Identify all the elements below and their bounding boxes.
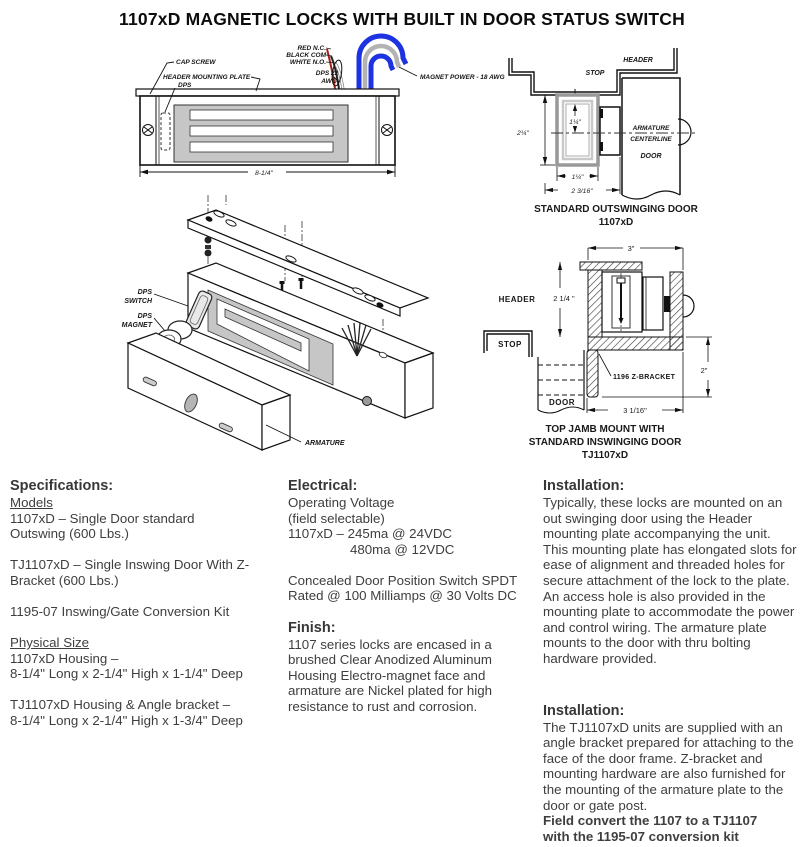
label-door: DOOR [640,153,662,160]
size-1-line-2: 8-1/4" Long x 2-1/4" High x 1-1/4" Deep [10,666,243,682]
electrical-column [288,478,538,715]
dim-bracket-height: 2" [700,366,708,375]
physical-size-heading: Physical Size [10,635,90,651]
lock-housing-front [136,89,399,165]
jamb-caption-3: TJ1107xD [581,450,629,461]
dim-header-height: 2 1/4 " [553,294,575,303]
label-dps-magnet-1: DPS [137,313,152,320]
label-armature-centerline-1: ARMATURE [632,125,670,132]
lock-box [602,272,642,332]
electrical-heading: Electrical: [288,478,358,494]
label-dps-awg-1: DPS 22 [315,70,339,77]
dim-total-depth: 2 3/16" [571,188,593,195]
model-3: 1195-07 Inswing/Gate Conversion Kit [10,603,230,619]
label-cap-screw: CAP SCREW [176,59,216,66]
label-red-nc: RED N.C. [297,45,326,52]
dim-width: 3" [627,244,635,253]
models-heading: Models [10,495,53,510]
dim-housing-depth: 1¼" [571,174,584,181]
size-1-line-1: 1107xD Housing – [10,650,119,666]
label-black-com: BLACK COM [286,52,326,59]
label-header-mounting-plate: HEADER MOUNTING PLATE [163,74,251,81]
outswing-caption-2: 1107xD [598,217,634,228]
label-white-no: WHITE N.O. [289,59,326,66]
electrical-line-2: (field selectable) [288,510,385,526]
label-dps-awg-2: AWG [321,78,337,85]
front-view-diagram [130,35,510,185]
page-title: 1107xD MAGNETIC LOCKS WITH BUILT IN DOOR STATUS SWITCH [119,9,685,29]
label-dps-switch-1: DPS [137,289,152,296]
model-2-line-2: Bracket (600 Lbs.) [10,572,119,588]
magnet-power-wires [359,36,406,89]
dim-bracket-depth: 3 1/16" [623,406,647,415]
electrical-line-6: Rated @ 100 Milliamps @ 30 Volts DC [288,588,517,604]
finish-body: 1107 series locks are encased in a brushed Clear Anodized Aluminum Housing Electro-magnet face and armature are Nickel plated for high resistance to rust and corrosion. [288,636,493,714]
size-2-line-2: 8-1/4" Long x 2-1/4" High x 1-3/4" Deep [10,712,243,728]
installation-1-body: Typically, these locks are mounted on an out swinging door using the Header mounting plate accompanying the unit. This mounting plate has elongated slots for ease of alignment and threaded holes for secure attachment of the lock to the plate. An access hole is also provided in the mounting plate to accommodate the power and control wiring. The armature plate mounts to the door with thru bolting hardware provided. [543,495,797,666]
installation-1-heading: Installation: [543,478,625,494]
label-jamb-door: DOOR [549,398,575,407]
outswing-section-diagram [505,45,801,235]
z-bracket-hatched [587,337,683,397]
lock-section [557,95,598,165]
jamb-caption-2: STANDARD INSWINGING DOOR [528,437,682,448]
exploded-view-diagram [95,195,485,480]
electrical-line-3: 1107xD – 245ma @ 24VDC [288,526,453,542]
dim-magnet-height: 1¼" [569,119,581,126]
label-armature-centerline-2: CENTERLINE [630,136,672,143]
label-dps-magnet-2: MAGNET [121,322,152,329]
dim-length-label: 8-1/4" [255,170,273,177]
label-jamb-stop: STOP [498,340,522,349]
label-armature: ARMATURE [305,440,345,447]
model-2-line-1: TJ1107xD – Single Inswing Door With Z- [10,557,250,573]
electrical-line-1: Operating Voltage [288,495,395,510]
armature-box [643,277,670,330]
installation-column [543,478,799,844]
jamb-caption-1: TOP JAMB MOUNT WITH [545,424,665,435]
label-jamb-header: HEADER [498,295,536,304]
label-magnet-power: MAGNET POWER - 18 AWG [420,74,505,81]
label-z-bracket: 1196 Z-BRACKET [613,374,676,381]
outswing-caption-1: STANDARD OUTSWINGING DOOR [534,204,698,215]
label-stop: STOP [585,70,605,77]
label-header: HEADER [623,57,653,64]
finish-heading: Finish: [288,619,336,636]
field-convert-note-2: with the 1195-07 conversion kit [543,828,739,844]
top-jamb-diagram [480,240,804,480]
model-1-line-2: Outswing (600 Lbs.) [10,526,129,542]
dim-housing-height: 2¼" [517,130,529,137]
specifications-column [10,478,282,729]
field-convert-note-1: Field convert the 1107 to a TJ1107 [543,813,758,829]
model-1-line-1: 1107xD – Single Door standard [10,510,195,526]
installation-2-body: The TJ1107xD units are supplied with an angle bracket prepared for attaching to the face of the door frame. Z-bracket and mounting hardware are also furnished for the mounting of the armature plate to the door or gate post. [543,719,794,813]
label-dps-switch-2: SWITCH [124,298,152,305]
electrical-line-4: 480ma @ 12VDC [350,541,455,557]
size-2-line-1: TJ1107xD Housing & Angle bracket – [10,697,231,713]
specifications-heading: Specifications: [10,478,114,494]
installation-2-heading: Installation: [543,702,625,719]
label-dps: DPS [178,82,192,89]
electrical-line-5: Concealed Door Position Switch SPDT [288,572,518,588]
